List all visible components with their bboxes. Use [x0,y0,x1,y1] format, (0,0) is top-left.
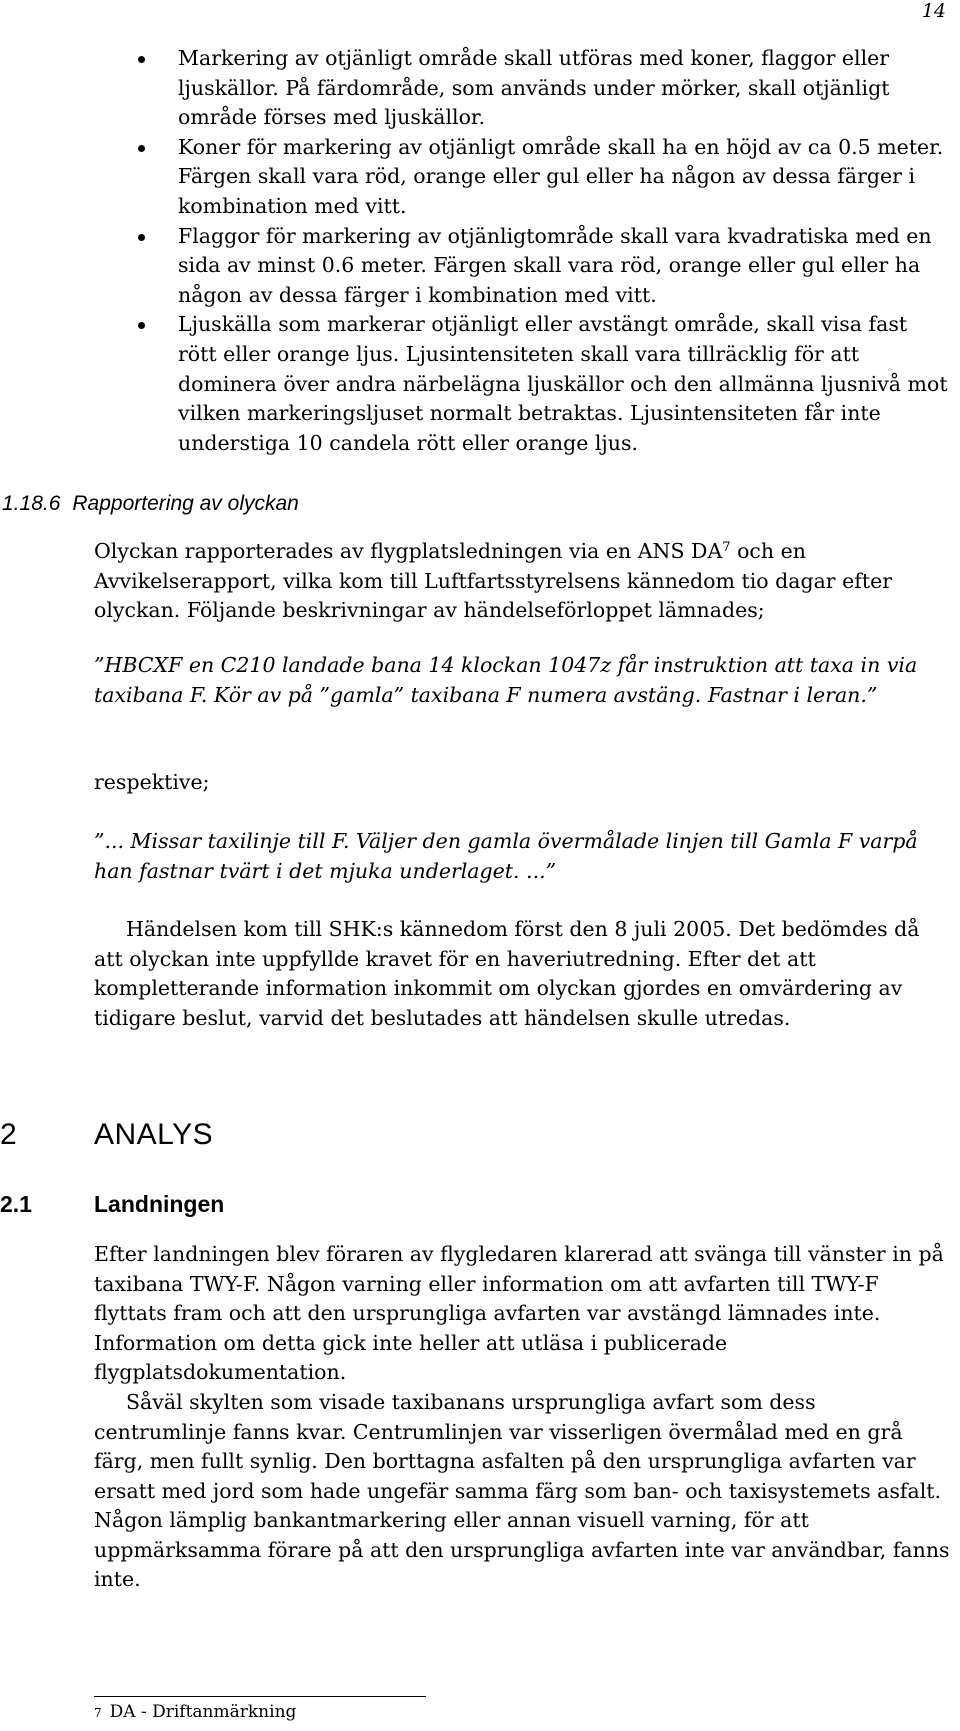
section-title: Landningen [94,1191,225,1217]
bullet-text: Markering av otjänligt område skall utföras med koner, flaggor eller ljuskällor. På färdområde, som används under mörker, skall otjänligt område förses med ljuskällor. [178,46,890,130]
bullet-text: Flaggor för markering av otjänligtområde skall vara kvadratiska med en sida av minst 0.6 meter. Färgen skall vara röd, orange eller gul eller ha någon av dessa färger i kombination med vitt. [178,223,932,307]
footnote-marker: 7 [94,1706,102,1720]
bullet-dot-icon [138,322,145,329]
quote-1: ”HBCXF en C210 landade bana 14 klockan 1047z får instruktion att taxa in via taxibana F. Kör av på ”gamla” taxibana F numera avstäng. Fastnar i leran.” [94,653,918,707]
report-paragraph-2 [94,915,952,1033]
bullet-item [178,133,948,222]
chapter-number: 2 [0,1118,18,1151]
section-heading-1-18-6 [2,492,299,516]
bullet-item [178,222,948,311]
bullet-item [178,44,948,133]
paragraph-text: Såväl skylten som visade taxibanans ursprungliga avfart som dess centrumlinje fanns kvar. Centrumlinjen var visserligen övermålad med en grå färg, men fullt synlig. Den borttagna asfalten på den ursprungliga avfarten var ersatt med jord som hade ungefär samma färg som ban- och taxisystemets asfalt. Någon lämplig bankantmarkering eller annan visuell varning, för att uppmärksamma förare på att den ursprungliga avfarten inte var användbar, fanns inte. [94,1390,950,1591]
footnote [94,1702,296,1722]
paragraph-text: Händelsen kom till SHK:s kännedom först den 8 juli 2005. Det bedömdes då att olyckan inte uppfyllde kravet för en haveriutredning. Efter det att kompletterande information inkommit om olyckan gjordes en omvärdering av tidigare beslut, varvid det beslutades att händelsen skulle utredas. [94,917,920,1030]
footnote-divider [94,1696,426,1697]
footnote-text: DA - Driftanmärkning [109,1702,297,1722]
respektive-text: respektive; [94,770,210,794]
bullet-dot-icon [138,56,145,63]
bullet-text: Ljuskälla som markerar otjänligt eller avstängt område, skall visa fast rött eller orange ljus. Ljusintensiteten skall vara tillräcklig för att dominera över andra närbelägna ljuskällor och den allmänna ljusnivå mot vilken markeringsljuset normalt betraktas. Ljusintensiteten får inte understiga 10 candela rött eller orange ljus. [178,312,948,455]
bullet-list [178,44,948,458]
bullet-dot-icon [138,145,145,152]
landing-paragraph-1: Efter landningen blev föraren av flygledaren klarerad att svänga till vänster in på taxibana TWY-F. Någon varning eller information om att avfarten till TWY-F flyttats fram och att den ursprungliga avfarten var avstängd lämnades inte. Information om detta gick inte heller att utläsa i publicerade flygplatsdokumentation. [94,1242,944,1384]
report-paragraph [94,537,952,626]
chapter-title: ANALYS [94,1118,214,1151]
section-number: 1.18.6 [2,492,61,515]
bullet-dot-icon [138,234,145,241]
section-title: Rapportering av olyckan [72,492,299,515]
page-number: 14 [921,0,946,22]
paragraph-text: Olyckan rapporterades av flygplatsledningen via en ANS DA [94,539,723,563]
footnote-reference: 7 [722,540,731,555]
chapter-heading-2 [0,1118,213,1152]
bullet-text: Koner för markering av otjänligt område skall ha en höjd av ca 0.5 meter. Färgen skall vara röd, orange eller gul eller ha någon av dessa färger i kombination med vitt. [178,134,944,218]
paragraph-text: och en Avvikelserapport, vilka kom till Luftfartsstyrelsens kännedom tio dagar efter olyckan. Följande beskrivningar av händelseförloppet lämnades; [94,539,893,622]
quote-2: ”... Missar taxilinje till F. Väljer den gamla övermålade linjen till Gamla F varpå han fastnar tvärt i det mjuka underlaget. ...” [94,829,918,883]
section-number: 2.1 [0,1191,32,1217]
bullet-item [178,310,948,458]
section-heading-2-1 [0,1191,224,1218]
landing-paragraph-2 [94,1388,952,1595]
